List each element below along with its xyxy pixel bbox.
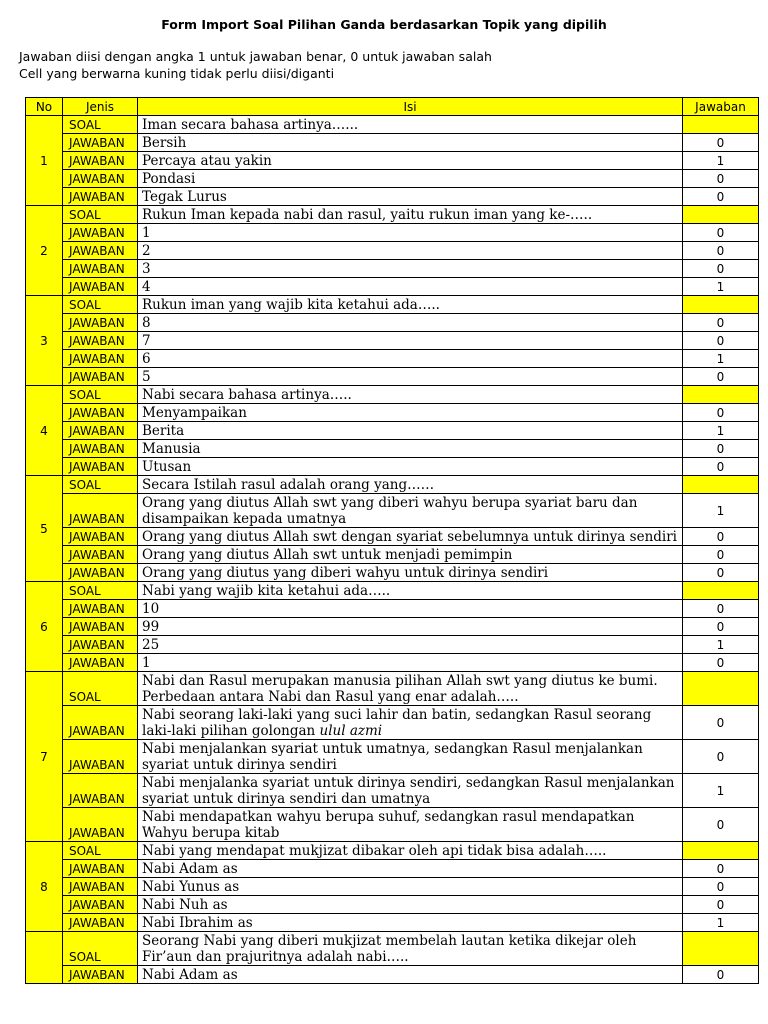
content-text: Menyampaikan	[142, 404, 247, 421]
question-row	[26, 672, 759, 706]
answer-key-cell-locked	[683, 296, 759, 314]
answer-key-cell[interactable]: 0	[683, 314, 759, 332]
question-text-cell[interactable]	[138, 582, 683, 600]
answer-row	[26, 188, 759, 206]
type-soal-cell: SOAL	[63, 116, 138, 134]
type-jawaban-cell: JAWABAN	[63, 878, 138, 896]
content-text: 6	[142, 350, 151, 367]
answer-row	[26, 134, 759, 152]
answer-row	[26, 546, 759, 564]
answer-row	[26, 774, 759, 808]
content-text: Seorang Nabi yang diberi mukjizat membelah lautan ketika dikejar oleh Fir’aun dan prajuritnya adalah nabi…..	[142, 932, 637, 965]
answer-text-cell[interactable]	[138, 332, 683, 350]
content-text: Percaya atau yakin	[142, 152, 272, 169]
answer-key-cell[interactable]: 0	[683, 600, 759, 618]
answer-key-cell[interactable]: 0	[683, 458, 759, 476]
answer-text-cell[interactable]	[138, 546, 683, 564]
answer-row	[26, 966, 759, 984]
answer-row	[26, 654, 759, 672]
type-jawaban-cell: JAWABAN	[63, 170, 138, 188]
type-jawaban-cell: JAWABAN	[63, 368, 138, 386]
answer-text-cell[interactable]	[138, 636, 683, 654]
type-jawaban-cell: JAWABAN	[63, 188, 138, 206]
content-text: 2	[142, 242, 151, 259]
content-text: Pondasi	[142, 170, 196, 187]
answer-key-cell[interactable]: 0	[683, 706, 759, 740]
type-jawaban-cell: JAWABAN	[63, 914, 138, 932]
answer-text-cell[interactable]	[138, 808, 683, 842]
content-text: Orang yang diutus Allah swt yang diberi wahyu berupa syariat baru dan disampaikan kepada umatnya	[142, 494, 638, 527]
question-number: 4	[26, 386, 63, 476]
answer-key-cell[interactable]: 1	[683, 914, 759, 932]
type-jawaban-cell: JAWABAN	[63, 546, 138, 564]
answer-key-cell-locked	[683, 386, 759, 404]
answer-key-cell-locked	[683, 932, 759, 966]
type-jawaban-cell: JAWABAN	[63, 350, 138, 368]
content-text: 99	[142, 618, 160, 635]
answer-key-cell-locked	[683, 116, 759, 134]
content-text: Secara Istilah rasul adalah orang yang……	[142, 476, 435, 493]
question-number: 6	[26, 582, 63, 672]
type-jawaban-cell: JAWABAN	[63, 332, 138, 350]
answer-text-cell[interactable]	[138, 134, 683, 152]
answer-key-cell-locked	[683, 582, 759, 600]
content-text: Nabi Nuh as	[142, 896, 228, 913]
content-text: Nabi secara bahasa artinya…..	[142, 386, 352, 403]
answer-text-cell[interactable]	[138, 564, 683, 582]
answer-key-cell[interactable]: 1	[683, 636, 759, 654]
type-jawaban-cell: JAWABAN	[63, 896, 138, 914]
type-jawaban-cell: JAWABAN	[63, 636, 138, 654]
type-soal-cell: SOAL	[63, 932, 138, 966]
type-soal-cell: SOAL	[63, 476, 138, 494]
answer-text-cell[interactable]	[138, 774, 683, 808]
answer-text-cell[interactable]	[138, 422, 683, 440]
type-jawaban-cell: JAWABAN	[63, 440, 138, 458]
answer-key-cell[interactable]: 1	[683, 350, 759, 368]
answer-key-cell[interactable]: 0	[683, 654, 759, 672]
answer-key-cell[interactable]: 0	[683, 188, 759, 206]
answer-row	[26, 440, 759, 458]
answer-key-cell[interactable]: 0	[683, 564, 759, 582]
answer-row	[26, 260, 759, 278]
question-number: 1	[26, 116, 63, 206]
content-text: Manusia	[142, 440, 201, 457]
answer-text-cell[interactable]	[138, 170, 683, 188]
type-jawaban-cell: JAWABAN	[63, 260, 138, 278]
question-row	[26, 206, 759, 224]
answer-key-cell[interactable]: 0	[683, 808, 759, 842]
instruction-note-answer: Jawaban diisi dengan angka 1 untuk jawaban benar, 0 untuk jawaban salah	[19, 49, 492, 64]
answer-text-cell[interactable]	[138, 494, 683, 528]
answer-key-cell[interactable]: 1	[683, 422, 759, 440]
content-text: 1	[142, 224, 151, 241]
answer-text-cell[interactable]	[138, 260, 683, 278]
answer-text-cell[interactable]	[138, 350, 683, 368]
answer-key-cell[interactable]: 0	[683, 860, 759, 878]
answer-key-cell[interactable]: 0	[683, 440, 759, 458]
answer-text-cell[interactable]	[138, 654, 683, 672]
table-header-row	[26, 98, 759, 116]
answer-key-cell[interactable]: 0	[683, 260, 759, 278]
answer-text-cell[interactable]	[138, 242, 683, 260]
type-jawaban-cell: JAWABAN	[63, 404, 138, 422]
answer-key-cell[interactable]: 0	[683, 528, 759, 546]
question-text-cell[interactable]	[138, 476, 683, 494]
answer-text-cell[interactable]	[138, 278, 683, 296]
answer-key-cell[interactable]: 1	[683, 152, 759, 170]
question-number: 3	[26, 296, 63, 386]
content-text: Nabi menjalankan syariat untuk umatnya, sedangkan Rasul menjalankan syariat untuk dirinya sendiri	[142, 740, 643, 773]
answer-text-cell[interactable]	[138, 878, 683, 896]
answer-row	[26, 494, 759, 528]
answer-row	[26, 350, 759, 368]
answer-row	[26, 458, 759, 476]
type-soal-cell: SOAL	[63, 296, 138, 314]
answer-key-cell-locked	[683, 672, 759, 706]
answer-text-cell[interactable]	[138, 706, 683, 740]
type-jawaban-cell: JAWABAN	[63, 278, 138, 296]
type-jawaban-cell: JAWABAN	[63, 654, 138, 672]
content-text: 4	[142, 278, 151, 295]
type-jawaban-cell: JAWABAN	[63, 458, 138, 476]
content-text: 3	[142, 260, 151, 277]
header-no: No	[26, 98, 63, 116]
answer-row	[26, 860, 759, 878]
instruction-note-yellow: Cell yang berwarna kuning tidak perlu diisi/diganti	[19, 66, 335, 81]
answer-row	[26, 706, 759, 740]
answer-row	[26, 314, 759, 332]
type-soal-cell: SOAL	[63, 842, 138, 860]
question-text-cell[interactable]	[138, 116, 683, 134]
answer-row	[26, 896, 759, 914]
answer-row	[26, 740, 759, 774]
answer-row	[26, 618, 759, 636]
content-text: Utusan	[142, 458, 192, 475]
answer-key-cell[interactable]: 1	[683, 494, 759, 528]
content-text: Nabi yang mendapat mukjizat dibakar oleh api tidak bisa adalah…..	[142, 842, 607, 859]
question-text-cell[interactable]	[138, 206, 683, 224]
type-soal-cell: SOAL	[63, 206, 138, 224]
type-jawaban-cell: JAWABAN	[63, 134, 138, 152]
answer-text-cell[interactable]	[138, 404, 683, 422]
answer-key-cell[interactable]: 0	[683, 134, 759, 152]
answer-row	[26, 170, 759, 188]
type-jawaban-cell: JAWABAN	[63, 808, 138, 842]
question-text-cell[interactable]	[138, 672, 683, 706]
type-jawaban-cell: JAWABAN	[63, 774, 138, 808]
answer-key-cell[interactable]: 0	[683, 966, 759, 984]
answer-text-cell[interactable]	[138, 224, 683, 242]
answer-row	[26, 278, 759, 296]
answer-key-cell[interactable]: 0	[683, 224, 759, 242]
type-jawaban-cell: JAWABAN	[63, 966, 138, 984]
content-text: Nabi mendapatkan wahyu berupa suhuf, sedangkan rasul mendapatkan Wahyu berupa kitab	[142, 808, 635, 841]
type-jawaban-cell: JAWABAN	[63, 564, 138, 582]
answer-row	[26, 224, 759, 242]
question-row	[26, 116, 759, 134]
type-soal-cell: SOAL	[63, 582, 138, 600]
answer-key-cell[interactable]: 0	[683, 896, 759, 914]
answer-key-cell[interactable]: 0	[683, 368, 759, 386]
type-jawaban-cell: JAWABAN	[63, 422, 138, 440]
content-text: Berita	[142, 422, 185, 439]
answer-row	[26, 422, 759, 440]
answer-row	[26, 242, 759, 260]
answer-text-cell[interactable]	[138, 528, 683, 546]
content-text: Nabi Yunus as	[142, 878, 240, 895]
type-jawaban-cell: JAWABAN	[63, 494, 138, 528]
type-jawaban-cell: JAWABAN	[63, 242, 138, 260]
answer-row	[26, 368, 759, 386]
content-text-italic: ulul azmi	[319, 722, 383, 739]
answer-key-cell[interactable]: 0	[683, 404, 759, 422]
content-text: Tegak Lurus	[142, 188, 227, 205]
content-text: 1	[142, 654, 151, 671]
question-row	[26, 582, 759, 600]
answer-row	[26, 404, 759, 422]
content-text: Orang yang diutus Allah swt untuk menjadi pemimpin	[142, 546, 513, 563]
answer-key-cell[interactable]: 0	[683, 878, 759, 896]
answer-key-cell[interactable]: 0	[683, 546, 759, 564]
question-text-cell[interactable]	[138, 842, 683, 860]
question-table	[25, 97, 759, 984]
question-row	[26, 932, 759, 966]
type-jawaban-cell: JAWABAN	[63, 224, 138, 242]
answer-text-cell[interactable]	[138, 440, 683, 458]
answer-key-cell[interactable]: 1	[683, 774, 759, 808]
answer-key-cell[interactable]: 0	[683, 242, 759, 260]
type-jawaban-cell: JAWABAN	[63, 152, 138, 170]
answer-text-cell[interactable]	[138, 966, 683, 984]
question-number	[26, 932, 63, 984]
answer-row	[26, 914, 759, 932]
header-isi: Isi	[138, 98, 683, 116]
question-text-cell[interactable]	[138, 386, 683, 404]
answer-key-cell-locked	[683, 476, 759, 494]
content-text: 7	[142, 332, 151, 349]
content-text: Nabi seorang laki-laki yang suci lahir dan batin, sedangkan Rasul seorang laki-laki pilihan golongan	[142, 706, 652, 739]
type-jawaban-cell: JAWABAN	[63, 740, 138, 774]
content-text: Nabi Ibrahim as	[142, 914, 253, 931]
content-text: 5	[142, 368, 151, 385]
answer-key-cell[interactable]: 0	[683, 170, 759, 188]
content-text: Nabi menjalanka syariat untuk dirinya sendiri, sedangkan Rasul menjalankan syariat untuk dirinya sendiri dan umatnya	[142, 774, 675, 807]
question-number: 2	[26, 206, 63, 296]
answer-text-cell[interactable]	[138, 600, 683, 618]
type-jawaban-cell: JAWABAN	[63, 314, 138, 332]
answer-row	[26, 600, 759, 618]
answer-row	[26, 636, 759, 654]
answer-row	[26, 152, 759, 170]
content-text: 10	[142, 600, 160, 617]
answer-text-cell[interactable]	[138, 368, 683, 386]
question-text-cell[interactable]	[138, 932, 683, 966]
type-jawaban-cell: JAWABAN	[63, 860, 138, 878]
answer-text-cell[interactable]	[138, 314, 683, 332]
question-number: 7	[26, 672, 63, 842]
answer-key-cell[interactable]: 0	[683, 740, 759, 774]
answer-text-cell[interactable]	[138, 152, 683, 170]
question-number: 5	[26, 476, 63, 582]
answer-row	[26, 878, 759, 896]
content-text: Bersih	[142, 134, 187, 151]
content-text: Rukun iman yang wajib kita ketahui ada…..	[142, 296, 440, 313]
type-jawaban-cell: JAWABAN	[63, 600, 138, 618]
answer-key-cell-locked	[683, 842, 759, 860]
type-soal-cell: SOAL	[63, 386, 138, 404]
answer-row	[26, 528, 759, 546]
answer-key-cell[interactable]: 0	[683, 618, 759, 636]
question-row	[26, 842, 759, 860]
type-soal-cell: SOAL	[63, 672, 138, 706]
answer-row	[26, 808, 759, 842]
content-text: Nabi dan Rasul merupakan manusia pilihan Allah swt yang diutus ke bumi. Perbedaan antara Nabi dan Rasul yang enar adalah…..	[142, 672, 658, 705]
content-text: Nabi Adam as	[142, 860, 238, 877]
type-jawaban-cell: JAWABAN	[63, 706, 138, 740]
answer-text-cell[interactable]	[138, 860, 683, 878]
answer-key-cell[interactable]: 1	[683, 278, 759, 296]
content-text: Orang yang diutus Allah swt dengan syariat sebelumnya untuk dirinya sendiri	[142, 528, 677, 545]
type-jawaban-cell: JAWABAN	[63, 618, 138, 636]
answer-text-cell[interactable]	[138, 458, 683, 476]
content-text: 8	[142, 314, 151, 331]
answer-text-cell[interactable]	[138, 188, 683, 206]
answer-text-cell[interactable]	[138, 896, 683, 914]
content-text: Orang yang diutus yang diberi wahyu untuk dirinya sendiri	[142, 564, 549, 581]
answer-row	[26, 332, 759, 350]
form-title: Form Import Soal Pilihan Ganda berdasarkan Topik yang dipilih	[161, 17, 607, 32]
answer-text-cell[interactable]	[138, 914, 683, 932]
header-jenis: Jenis	[63, 98, 138, 116]
content-text: Nabi yang wajib kita ketahui ada…..	[142, 582, 391, 599]
content-text: 25	[142, 636, 160, 653]
answer-key-cell[interactable]: 0	[683, 332, 759, 350]
answer-text-cell[interactable]	[138, 618, 683, 636]
question-number: 8	[26, 842, 63, 932]
answer-key-cell-locked	[683, 206, 759, 224]
question-row	[26, 476, 759, 494]
answer-row	[26, 564, 759, 582]
question-text-cell[interactable]	[138, 296, 683, 314]
header-jawaban: Jawaban	[683, 98, 759, 116]
content-text: Iman secara bahasa artinya…...	[142, 116, 359, 133]
answer-text-cell[interactable]	[138, 740, 683, 774]
type-jawaban-cell: JAWABAN	[63, 528, 138, 546]
question-row	[26, 296, 759, 314]
content-text: Rukun Iman kepada nabi dan rasul, yaitu rukun iman yang ke-…..	[142, 206, 593, 223]
question-row	[26, 386, 759, 404]
content-text: Nabi Adam as	[142, 966, 238, 983]
question-table-body	[26, 116, 759, 984]
